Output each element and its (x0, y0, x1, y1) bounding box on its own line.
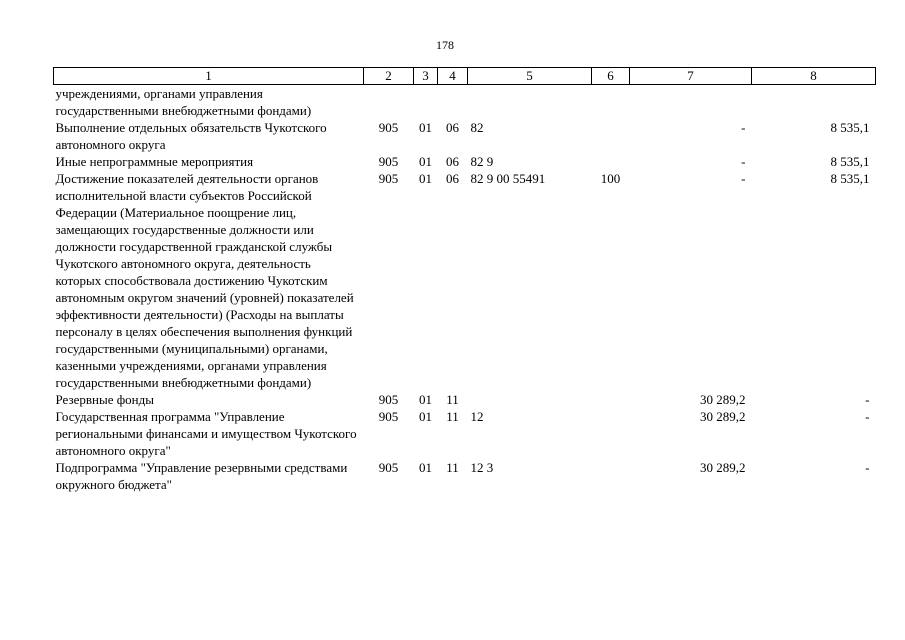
row-name: Резервные фонды (55, 392, 154, 407)
row-vr: 100 (600, 171, 621, 186)
row-adm: 905 (378, 392, 399, 407)
table-row (54, 170, 876, 391)
page-number: 178 (436, 38, 454, 52)
row-sum2: 8 535,1 (830, 154, 870, 169)
row-sum1: - (741, 120, 746, 135)
row-adm (364, 85, 414, 120)
row-name: Государственная программа "Управление региональными финансами и имуществом Чукотского автономного округа" (55, 409, 357, 458)
row-pr: 06 (446, 154, 459, 169)
row-rz (414, 85, 438, 120)
row-vr (592, 459, 630, 493)
row-rz: 01 (419, 460, 432, 475)
row-vr (592, 153, 630, 170)
row-sum1: 30 289,2 (700, 409, 746, 424)
row-sum1: 30 289,2 (700, 392, 746, 407)
row-rz: 01 (419, 409, 432, 424)
row-sum2 (752, 85, 876, 120)
col-header-7: 7 (630, 68, 752, 85)
row-name: Достижение показателей деятельности органов исполнительной власти субъектов Российской Федерации (Материальное поощрение лиц, замещающих государственные должности или должности государственной гражданской службы Чукотского автономного округа, деятельность которых способствовала достижению Чукотским автономным округом значений (уровней) показателей эффективности деятельности) (Расходы на выплаты персоналу в целях обеспечения выполнения функций государственными (муниципальными) органами, казенными учреждениями, органами управления государственными внебюджетными фондами) (55, 171, 354, 390)
col-header-1: 1 (54, 68, 364, 85)
row-csr: 12 3 (470, 460, 494, 475)
col-header-3: 3 (414, 68, 438, 85)
row-adm: 905 (378, 120, 399, 135)
row-sum2: 8 535,1 (830, 120, 870, 135)
row-adm: 905 (378, 460, 399, 475)
col-header-2: 2 (364, 68, 414, 85)
row-sum1: 30 289,2 (700, 460, 746, 475)
row-sum2: - (865, 460, 870, 475)
row-vr (592, 119, 630, 153)
table-row (54, 153, 876, 170)
row-name: Иные непрограммные мероприятия (55, 154, 254, 169)
row-rz: 01 (419, 120, 432, 135)
row-sum2: - (865, 409, 870, 424)
budget-table (53, 67, 876, 493)
row-vr (592, 391, 630, 408)
row-vr (592, 85, 630, 120)
row-name: Выполнение отдельных обязательств Чукотского автономного округа (55, 120, 327, 152)
row-sum1 (630, 85, 752, 120)
row-adm: 905 (378, 154, 399, 169)
row-sum2: 8 535,1 (830, 171, 870, 186)
row-csr: 82 (470, 120, 484, 135)
row-pr: 11 (446, 392, 459, 407)
table-row (54, 119, 876, 153)
col-header-6: 6 (592, 68, 630, 85)
row-pr: 11 (446, 409, 459, 424)
row-pr (438, 85, 468, 120)
row-name: учреждениями, органами управления государственными внебюджетными фондами) (55, 86, 312, 118)
row-csr (468, 391, 592, 408)
row-name: Подпрограмма "Управление резервными средствами окружного бюджета" (55, 460, 348, 492)
col-header-4: 4 (438, 68, 468, 85)
row-rz: 01 (419, 154, 432, 169)
row-adm: 905 (378, 409, 399, 424)
row-rz: 01 (419, 171, 432, 186)
row-pr: 06 (446, 171, 459, 186)
col-header-8: 8 (752, 68, 876, 85)
row-csr (468, 85, 592, 120)
row-pr: 06 (446, 120, 459, 135)
row-adm: 905 (378, 171, 399, 186)
row-rz: 01 (419, 392, 432, 407)
row-sum1: - (741, 171, 746, 186)
row-sum1: - (741, 154, 746, 169)
row-csr: 82 9 00 55491 (470, 171, 546, 186)
row-pr: 11 (446, 460, 459, 475)
row-vr (592, 408, 630, 459)
table-row (54, 459, 876, 493)
row-csr: 12 (470, 409, 484, 424)
table-row (54, 391, 876, 408)
table-row (54, 408, 876, 459)
header-row (54, 68, 876, 85)
row-sum2: - (865, 392, 870, 407)
col-header-5: 5 (468, 68, 592, 85)
table-row (54, 85, 876, 120)
row-csr: 82 9 (470, 154, 494, 169)
